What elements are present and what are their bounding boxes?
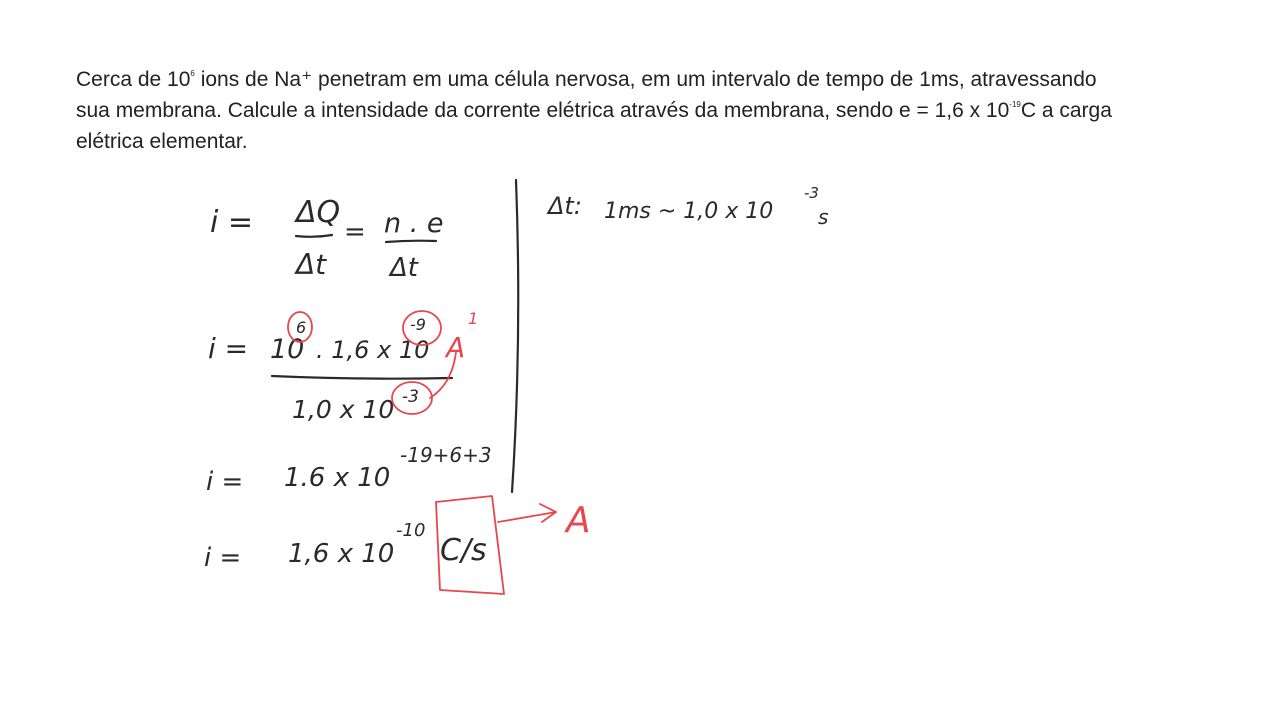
delta-t-note: [546, 184, 828, 229]
eq1-equals: =: [344, 217, 366, 247]
problem-text: C a carga: [1020, 99, 1112, 122]
divider-line: [512, 180, 518, 492]
fraction-bar: [272, 376, 452, 379]
eq1-numerator-1: ΔQ: [296, 195, 341, 230]
problem-text: elétrica elementar.: [76, 130, 248, 153]
problem-text: Cerca de 10: [76, 68, 191, 91]
eq4-body: 1,6 x 10: [288, 539, 395, 569]
mark-a: A: [446, 331, 466, 364]
equation-2: [208, 315, 452, 424]
eq2-numerator-exp: 6: [296, 318, 307, 337]
delta-t-unit: s: [818, 205, 829, 229]
exponent: 6: [190, 69, 195, 78]
fraction-bar: [386, 241, 436, 242]
delta-t-value: 1ms ~ 1,0 x 10: [604, 199, 774, 224]
delta-t-exponent: -3: [804, 184, 819, 202]
exponent: -19: [1009, 100, 1021, 109]
eq3-exponent: -19+6+3: [400, 443, 492, 467]
eq2-numerator-mid: . 1,6 x 10: [316, 336, 430, 364]
eq1-denominator-2: Δt: [390, 253, 418, 283]
problem-text: sua membrana. Calcule a intensidade da corrente elétrica através da membrana, sendo e = 1,6 x 10: [76, 99, 1010, 122]
problem-text: ions de Na⁺ penetram em uma célula nervosa, em um intervalo de tempo de 1ms, atravessando: [194, 68, 1097, 91]
eq2-lhs: i =: [208, 332, 249, 365]
result-unit: A: [566, 500, 591, 541]
result-arrow-line: [498, 512, 556, 522]
eq3-body: 1.6 x 10: [284, 463, 391, 493]
eq1-denominator-1: Δt: [296, 248, 327, 281]
eq4-exponent: -10: [396, 520, 426, 541]
eq4-unit: C/s: [440, 533, 487, 568]
eq1-lhs: i =: [210, 205, 254, 240]
equation-3: [206, 443, 492, 497]
equation-4: [204, 520, 487, 573]
eq2-numerator-exp2: -9: [410, 315, 426, 334]
delta-t-label: Δt:: [548, 192, 582, 220]
mark-one: 1: [468, 309, 479, 328]
eq3-lhs: i =: [206, 467, 244, 497]
eq1-numerator-2: n . e: [384, 208, 444, 239]
fraction-bar: [296, 235, 332, 237]
equation-1: [210, 195, 443, 283]
eq2-denominator: 1,0 x 10: [292, 395, 395, 424]
eq4-lhs: i =: [204, 543, 242, 573]
eq2-numerator-base: 10: [270, 334, 305, 365]
eq2-denominator-exp: -3: [402, 387, 419, 407]
